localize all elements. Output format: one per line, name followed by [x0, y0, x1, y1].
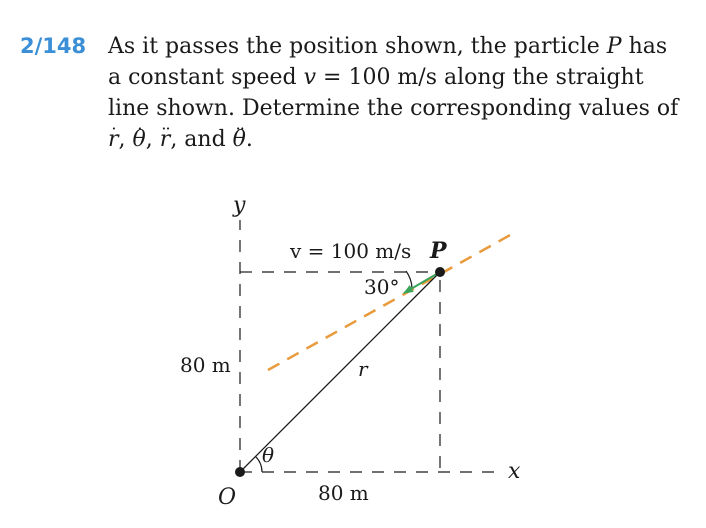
speed-symbol: v	[303, 65, 317, 90]
comma: ,	[145, 127, 153, 152]
origin-point	[235, 467, 245, 477]
theta-label: θ	[262, 443, 275, 467]
and-word: , and	[170, 127, 226, 152]
theta-dot-symbol: θ ·	[133, 124, 146, 155]
statement-text: has	[621, 34, 668, 59]
statement-text: a constant speed	[108, 65, 304, 90]
statement-line-3: line shown. Determine the corresponding values of	[108, 96, 679, 121]
theta-ddot-symbol: θ ··	[233, 124, 246, 155]
statement-text: = 100 m/s along the straight	[316, 65, 644, 90]
statement-text: As it passes the position shown, the particle	[108, 34, 607, 59]
velocity-label: v = 100 m/s	[290, 239, 412, 263]
problem-number: 2/148	[20, 34, 87, 58]
particle-point	[435, 267, 445, 277]
radius-line	[240, 272, 440, 472]
angle-arc	[406, 271, 412, 288]
y-axis-label: y	[233, 193, 246, 218]
vertical-dimension-label: 80 m	[180, 353, 231, 377]
angle-label: 30°	[364, 275, 400, 299]
period: .	[245, 127, 253, 152]
r-dot-symbol: r ·	[108, 124, 119, 155]
r-label: r	[358, 357, 368, 381]
point-label: P	[430, 238, 447, 264]
x-axis-label: x	[508, 459, 521, 484]
r-ddot-symbol: r ··	[160, 124, 171, 155]
horizontal-dimension-label: 80 m	[318, 481, 369, 505]
particle-symbol: P	[606, 34, 622, 59]
comma: ,	[118, 127, 126, 152]
origin-label: O	[218, 485, 237, 510]
